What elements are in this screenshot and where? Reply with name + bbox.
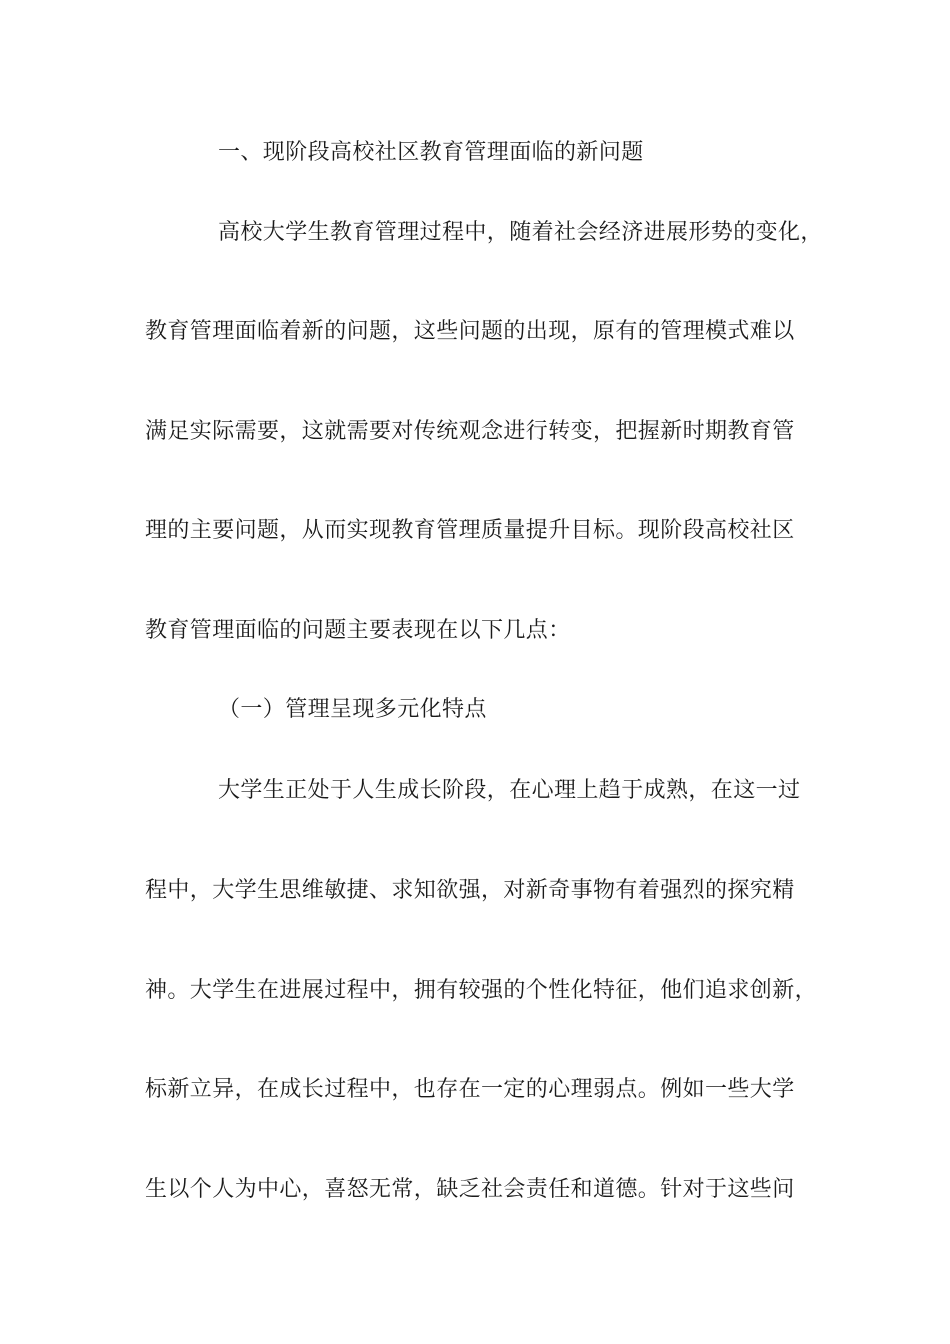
paragraph-line: 教育管理面临的问题主要表现在以下几点： xyxy=(145,618,571,643)
paragraph-line: 生以个人为中心，喜怒无常，缺乏社会责任和道德。针对于这些问 xyxy=(145,1177,795,1202)
paragraph-line: 程中，大学生思维敏捷、求知欲强，对新奇事物有着强烈的探究精 xyxy=(145,878,795,903)
paragraph-line: 满足实际需要，这就需要对传统观念进行转变，把握新时期教育管 xyxy=(145,419,795,444)
paragraph-line: 大学生正处于人生成长阶段，在心理上趋于成熟，在这一过 xyxy=(218,778,801,803)
paragraph-line: 高校大学生教育管理过程中，随着社会经济进展形势的变化， xyxy=(218,220,823,245)
paragraph-line: 理的主要问题，从而实现教育管理质量提升目标。现阶段高校社区 xyxy=(145,518,795,543)
paragraph-line: 标新立异，在成长过程中，也存在一定的心理弱点。例如一些大学 xyxy=(145,1077,795,1102)
subsection-heading: （一）管理呈现多元化特点 xyxy=(218,697,487,722)
paragraph-line: 神。大学生在进展过程中，拥有较强的个性化特征，他们追求创新， xyxy=(145,978,818,1003)
section-heading: 一、现阶段高校社区教育管理面临的新问题 xyxy=(218,140,644,165)
paragraph-line: 教育管理面临着新的问题，这些问题的出现，原有的管理模式难以 xyxy=(145,319,795,344)
